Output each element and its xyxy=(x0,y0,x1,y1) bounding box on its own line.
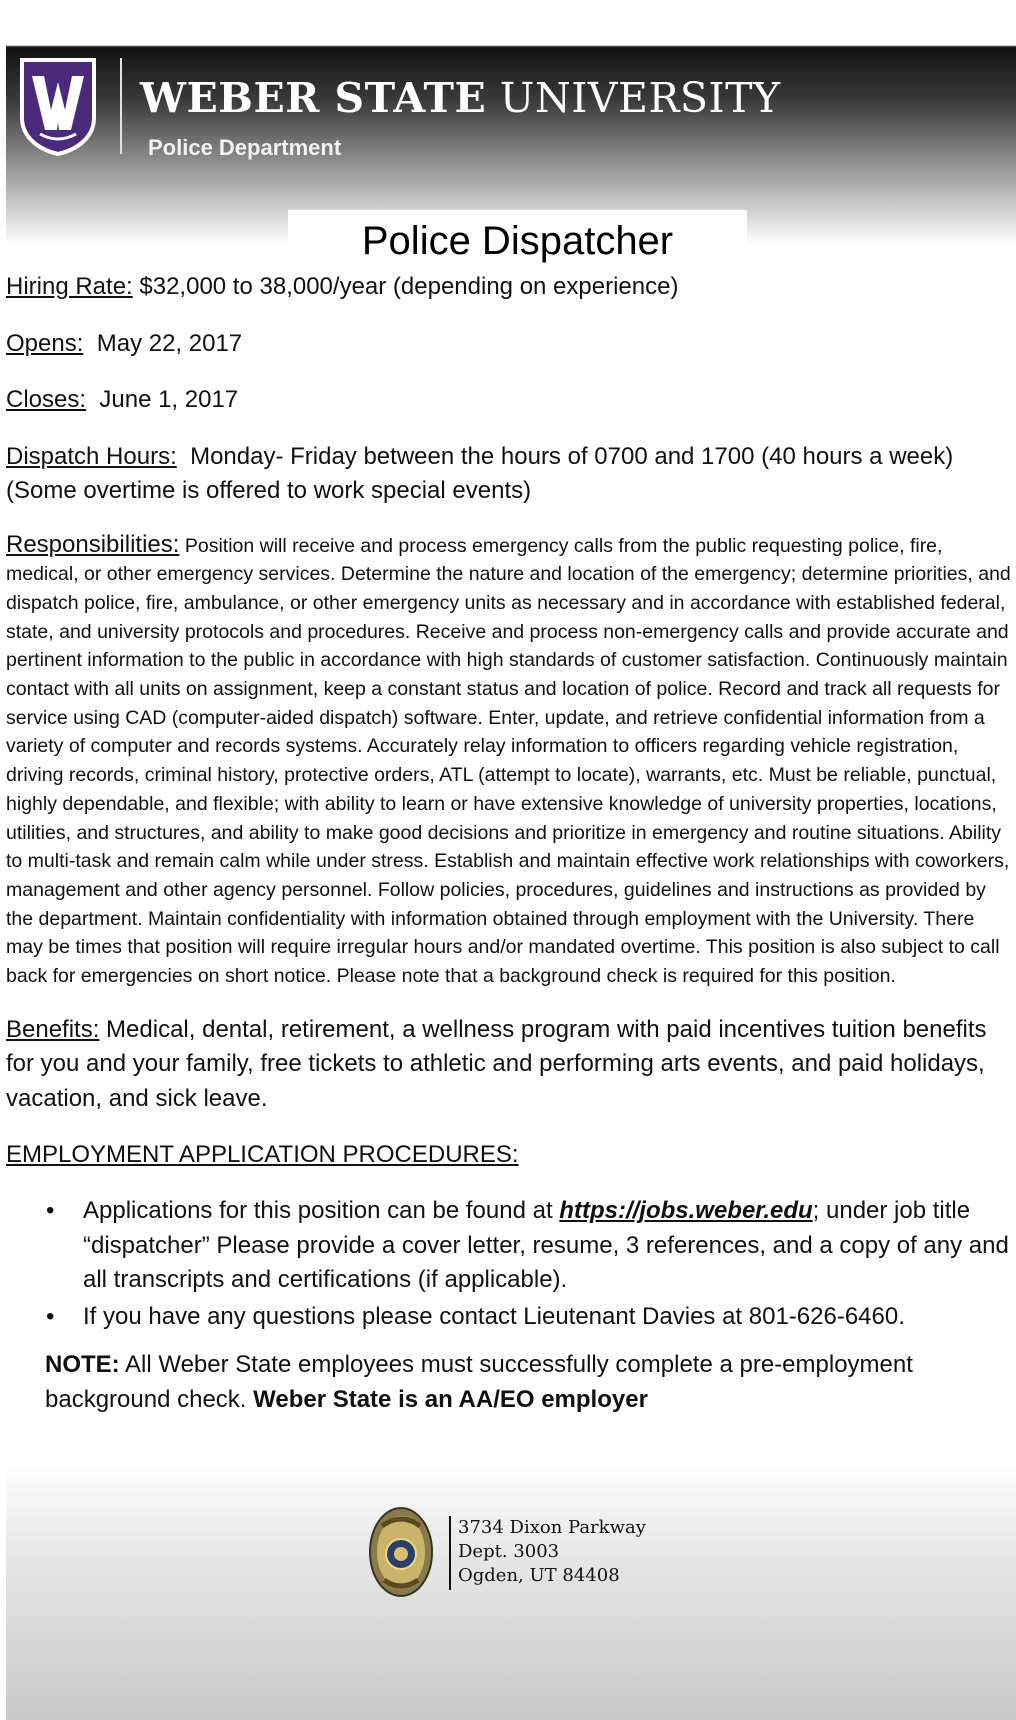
responsibilities-value: Position will receive and process emergency calls from the public requesting police, fire, medical, or other emergency services. Determine the nature and location of the emergency; determine priorities, and dispatch police, fire, ambulance, or other emergency units as necessary and in accordance with established federal, state, and university protocols and procedures. Receive and process non-emergency calls and provide accurate and pertinent information to the public in accordance with high standards of customer satisfaction. Continuously maintain contact with all units on assignment, keep a constant status and location of police. Record and track all requests for service using CAD (computer-aided dispatch) software. Enter, update, and retrieve confidential information from a variety of computer and records systems. Accurately relay information to officers regarding vehicle registration, driving records, criminal history, protective orders, ATL (attempt to locate), warrants, etc. Must be reliable, punctual, highly dependable, and flexible; with ability to learn or have extensive knowledge of university properties, locations, utilities, and structures, and ability to make good decisions and prioritize in emergency and routine situations. Ability to multi-task and remain calm while under stress. Establish and maintain effective work relationships with coworkers, management and other agency personnel. Follow policies, procedures, guidelines and instructions as provided by the department. Maintain confidentiality with information obtained through employment with the University. There may be times that position will require irregular hours and/or mandated overtime. This position is also subject to call back for emergencies on short notice. Please note that a background check is required for this position. xyxy=(6,534,1011,988)
police-badge-icon xyxy=(368,1506,434,1598)
weber-state-w-crest-icon xyxy=(18,56,98,156)
dispatch-hours-label: Dispatch Hours: xyxy=(6,442,177,470)
jobs-link[interactable]: https://jobs.weber.edu xyxy=(559,1197,813,1225)
list-item xyxy=(6,1300,1014,1335)
closes-value: June 1, 2017 xyxy=(86,386,239,413)
benefits-label: Benefits: xyxy=(6,1015,100,1043)
page-title: Police Dispatcher xyxy=(361,219,674,263)
bullet-icon: • xyxy=(46,1197,55,1225)
responsibilities-label: Responsibilities: xyxy=(6,530,180,558)
closes-label: Closes: xyxy=(6,386,87,413)
procedure-1-pre: Applications for this position can be found at xyxy=(83,1197,560,1225)
hiring-rate-value: $32,000 to 38,000/year (depending on experience) xyxy=(132,273,679,300)
footer-divider xyxy=(449,1516,451,1590)
procedures-list xyxy=(6,1194,1014,1334)
address-line-3: Ogden, UT 84408 xyxy=(458,1565,620,1586)
bullet-icon: • xyxy=(46,1302,55,1330)
closes xyxy=(6,383,1014,418)
footer xyxy=(368,1506,668,1602)
address-line-2: Dept. 3003 xyxy=(458,1541,560,1562)
benefits-value: Medical, dental, retirement, a wellness program with paid incentives tuition benefits for you and your family, free tickets to athletic and performing arts events, and paid holidays, vacation, and sick leave. xyxy=(6,1015,987,1112)
opens xyxy=(6,327,1014,362)
university-name xyxy=(140,74,781,122)
opens-value: May 22, 2017 xyxy=(83,329,243,357)
university-name-rest: UNIVERSITY xyxy=(486,74,781,122)
procedure-1-post: ; under job title “dispatcher” Please provide a cover letter, resume, 3 references, and a copy of any and all transcripts and certifications (if applicable). xyxy=(83,1197,1009,1294)
note-emphasis: Weber State is an AA/EO employer xyxy=(253,1385,648,1413)
note xyxy=(6,1348,1014,1417)
header-divider xyxy=(120,58,122,154)
job-posting-body xyxy=(6,270,1014,1417)
hiring-rate-label: Hiring Rate: xyxy=(6,273,133,300)
address xyxy=(458,1516,646,1588)
responsibilities xyxy=(6,531,1014,991)
dispatch-hours xyxy=(6,440,1014,509)
title-box xyxy=(288,210,747,272)
procedure-2: If you have any questions please contact Lieutenant Davies at 801-626-6460. xyxy=(83,1302,905,1330)
note-label: NOTE: xyxy=(45,1351,120,1379)
procedures-heading: EMPLOYMENT APPLICATION PROCEDURES: xyxy=(6,1141,519,1169)
address-line-1: 3734 Dixon Parkway xyxy=(458,1517,646,1538)
university-name-bold: WEBER STATE xyxy=(140,74,487,122)
list-item xyxy=(6,1194,1014,1298)
benefits xyxy=(6,1013,1014,1117)
hiring-rate xyxy=(6,270,1014,305)
dispatch-hours-value: Monday- Friday between the hours of 0700 and 1700 (40 hours a week) (Some overtime is offered to work special events) xyxy=(6,442,960,504)
department-name: Police Department xyxy=(148,135,342,160)
note-text: All Weber State employees must successfully complete a pre-employment background check. xyxy=(45,1351,913,1413)
opens-label: Opens: xyxy=(6,329,84,357)
